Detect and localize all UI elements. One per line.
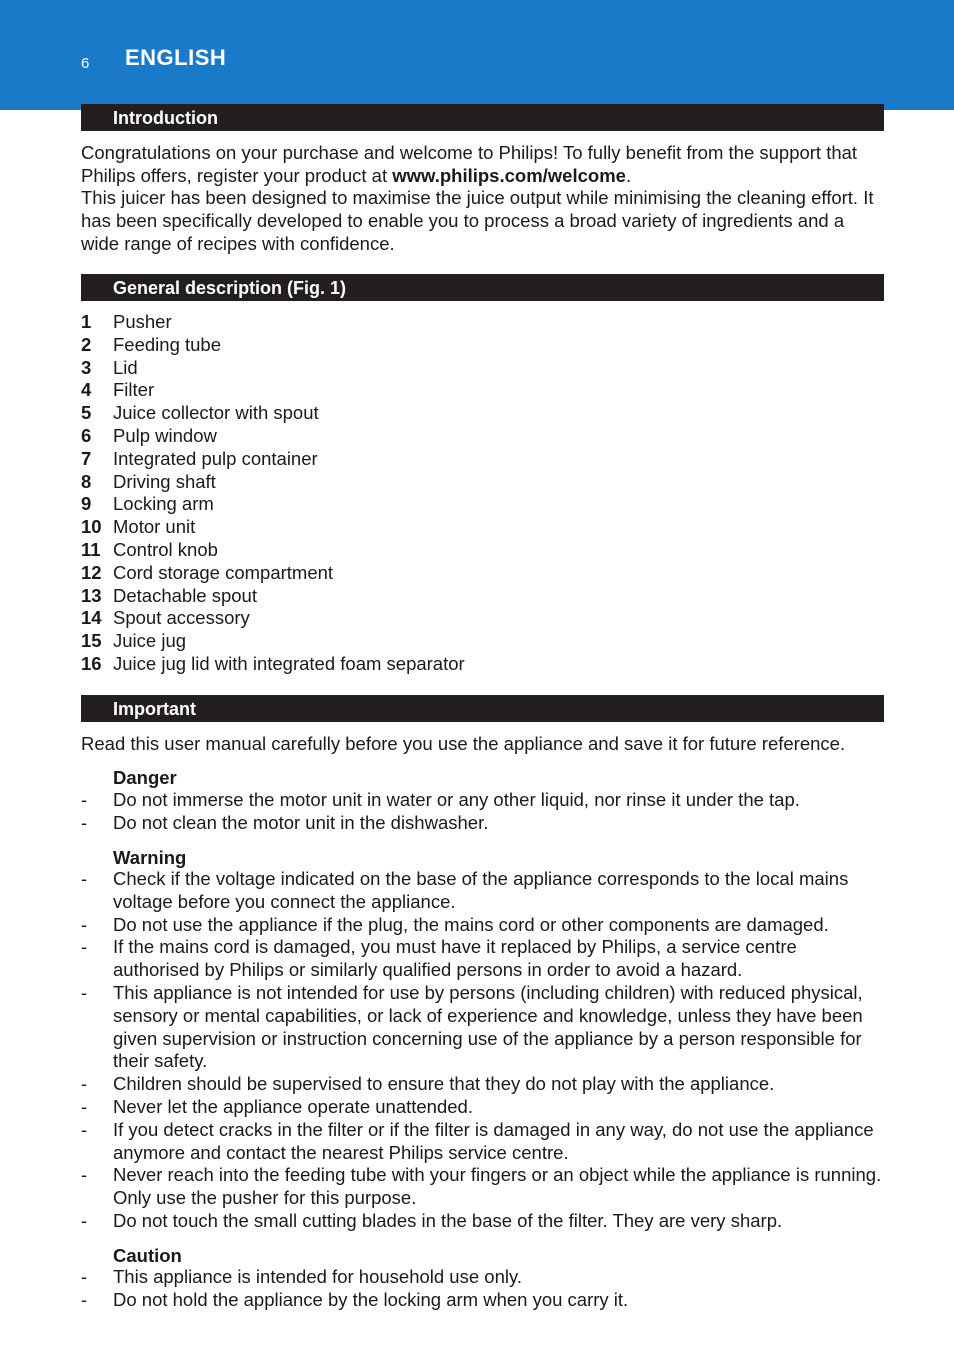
list-item — [81, 1289, 886, 1312]
bullet-text: Never let the appliance operate unattended. — [113, 1095, 473, 1117]
list-item — [81, 539, 465, 562]
list-item — [81, 516, 465, 539]
list-item — [81, 1096, 886, 1119]
bullet-text: Never reach into the feeding tube with your fingers or an object while the appliance is running. Only use the pusher for this purpose. — [113, 1164, 882, 1209]
list-item — [81, 1164, 886, 1210]
list-item — [81, 357, 465, 380]
list-item — [81, 812, 886, 835]
item-label: Locking arm — [113, 493, 214, 515]
list-item — [81, 311, 465, 334]
item-label: Juice collector with spout — [113, 402, 319, 424]
item-number: 2 — [81, 333, 92, 355]
list-item — [81, 471, 465, 494]
bullet-dash: - — [81, 868, 88, 889]
bullet-text: Do not touch the small cutting blades in the base of the filter. They are very sharp. — [113, 1209, 783, 1231]
caution-heading: Caution — [113, 1245, 182, 1266]
bullet-text: Do not immerse the motor unit in water or any other liquid, nor rinse it under the tap. — [113, 789, 800, 810]
danger-list — [81, 789, 886, 835]
welcome-link[interactable]: www.philips.com/welcome — [392, 165, 626, 186]
list-item — [81, 562, 465, 585]
item-label: Motor unit — [113, 516, 196, 538]
item-number: 5 — [81, 402, 92, 424]
list-item — [81, 1119, 886, 1165]
language-title: ENGLISH — [125, 45, 227, 70]
item-number: 11 — [81, 538, 101, 560]
item-label: Pulp window — [113, 424, 217, 446]
item-number: 4 — [81, 379, 92, 401]
list-item — [81, 1210, 886, 1233]
list-item — [81, 607, 465, 630]
intro-paragraph-1 — [81, 141, 884, 187]
item-number: 9 — [81, 493, 92, 515]
list-item — [81, 630, 465, 653]
intro-text: Congratulations on your purchase and welcome to Philips! To fully benefit from the support that Philips offers, register your product at — [81, 142, 858, 186]
list-item — [81, 425, 465, 448]
item-label: Spout accessory — [113, 607, 250, 629]
bullet-text: Check if the voltage indicated on the base of the appliance corresponds to the local mains voltage before you connect the appliance. — [113, 868, 849, 912]
intro-paragraph-2: This juicer has been designed to maximise the juice output while minimising the cleaning effort. It has been specifically developed to enable you to process a broad variety of ingredients and a wide range of recipes with confidence. — [81, 187, 874, 254]
item-label: Integrated pulp container — [113, 447, 318, 469]
list-item — [81, 402, 465, 425]
page-number: 6 — [81, 55, 90, 72]
bullet-dash: - — [81, 1164, 88, 1186]
bullet-dash: - — [81, 811, 88, 833]
section-heading-important: Important — [81, 695, 884, 722]
section-heading-general-description: General description (Fig. 1) — [81, 274, 884, 301]
item-number: 13 — [81, 584, 102, 606]
item-label: Juice jug lid with integrated foam separator — [113, 652, 465, 674]
bullet-dash: - — [81, 913, 88, 935]
list-item — [81, 1073, 886, 1096]
item-number: 3 — [81, 356, 92, 378]
item-number: 14 — [81, 607, 102, 629]
bullet-text: If the mains cord is damaged, you must have it replaced by Philips, a service centre authorised by Philips or similarly qualified persons in order to avoid a hazard. — [113, 936, 797, 981]
item-number: 16 — [81, 652, 102, 674]
bullet-dash: - — [81, 1095, 88, 1117]
item-label: Detachable spout — [113, 584, 257, 606]
list-item — [81, 868, 886, 914]
item-label: Pusher — [113, 311, 172, 332]
item-label: Filter — [113, 379, 155, 401]
bullet-dash: - — [81, 936, 88, 958]
section-heading-introduction: Introduction — [81, 104, 884, 131]
bullet-text: This appliance is not intended for use by persons (including children) with reduced physical, sensory or mental capabilities, or lack of experience and knowledge, unless they have been given supervision or instruction concerning use of the appliance by a person responsible for their safety. — [113, 981, 863, 1072]
list-item — [81, 493, 465, 516]
bullet-text: Do not use the appliance if the plug, the mains cord or other components are damaged. — [113, 913, 829, 935]
item-number: 10 — [81, 516, 102, 538]
list-item — [81, 448, 465, 471]
bullet-text: If you detect cracks in the filter or if the filter is damaged in any way, do not use the appliance anymore and contact the nearest Philips service centre. — [113, 1118, 874, 1163]
item-label: Cord storage compartment — [113, 561, 334, 583]
item-number: 15 — [81, 630, 102, 652]
list-item — [81, 585, 465, 608]
parts-list — [81, 311, 465, 676]
item-number: 7 — [81, 447, 92, 469]
item-number: 12 — [81, 561, 102, 583]
bullet-text: Do not hold the appliance by the locking arm when you carry it. — [113, 1288, 629, 1310]
list-item — [81, 789, 886, 812]
bullet-dash: - — [81, 1118, 88, 1140]
intro-text-end: . — [625, 165, 632, 186]
bullet-dash: - — [81, 1288, 88, 1310]
bullet-dash: - — [81, 1073, 88, 1095]
bullet-dash: - — [81, 1209, 88, 1231]
bullet-text: Do not clean the motor unit in the dishwasher. — [113, 811, 489, 833]
list-item — [81, 982, 886, 1073]
list-item — [81, 653, 465, 676]
item-label: Control knob — [113, 538, 218, 560]
warning-list — [81, 868, 886, 1233]
item-label: Juice jug — [113, 630, 187, 652]
list-item — [81, 914, 886, 937]
important-intro: Read this user manual carefully before you use the appliance and save it for future reference. — [81, 733, 846, 754]
bullet-dash: - — [81, 981, 88, 1003]
item-number: 6 — [81, 424, 92, 446]
list-item — [81, 936, 886, 982]
bullet-text: Children should be supervised to ensure that they do not play with the appliance. — [113, 1073, 775, 1095]
bullet-dash: - — [81, 1266, 88, 1287]
list-item — [81, 334, 465, 357]
list-item — [81, 379, 465, 402]
item-label: Feeding tube — [113, 333, 222, 355]
list-item — [81, 1266, 886, 1289]
item-label: Lid — [113, 356, 138, 378]
caution-list — [81, 1266, 886, 1312]
danger-heading: Danger — [113, 767, 177, 788]
page-header-band — [0, 0, 954, 110]
bullet-dash: - — [81, 789, 88, 810]
item-number: 1 — [81, 311, 92, 332]
item-label: Driving shaft — [113, 470, 216, 492]
item-number: 8 — [81, 470, 92, 492]
warning-heading: Warning — [113, 847, 187, 868]
bullet-text: This appliance is intended for household use only. — [113, 1266, 522, 1287]
